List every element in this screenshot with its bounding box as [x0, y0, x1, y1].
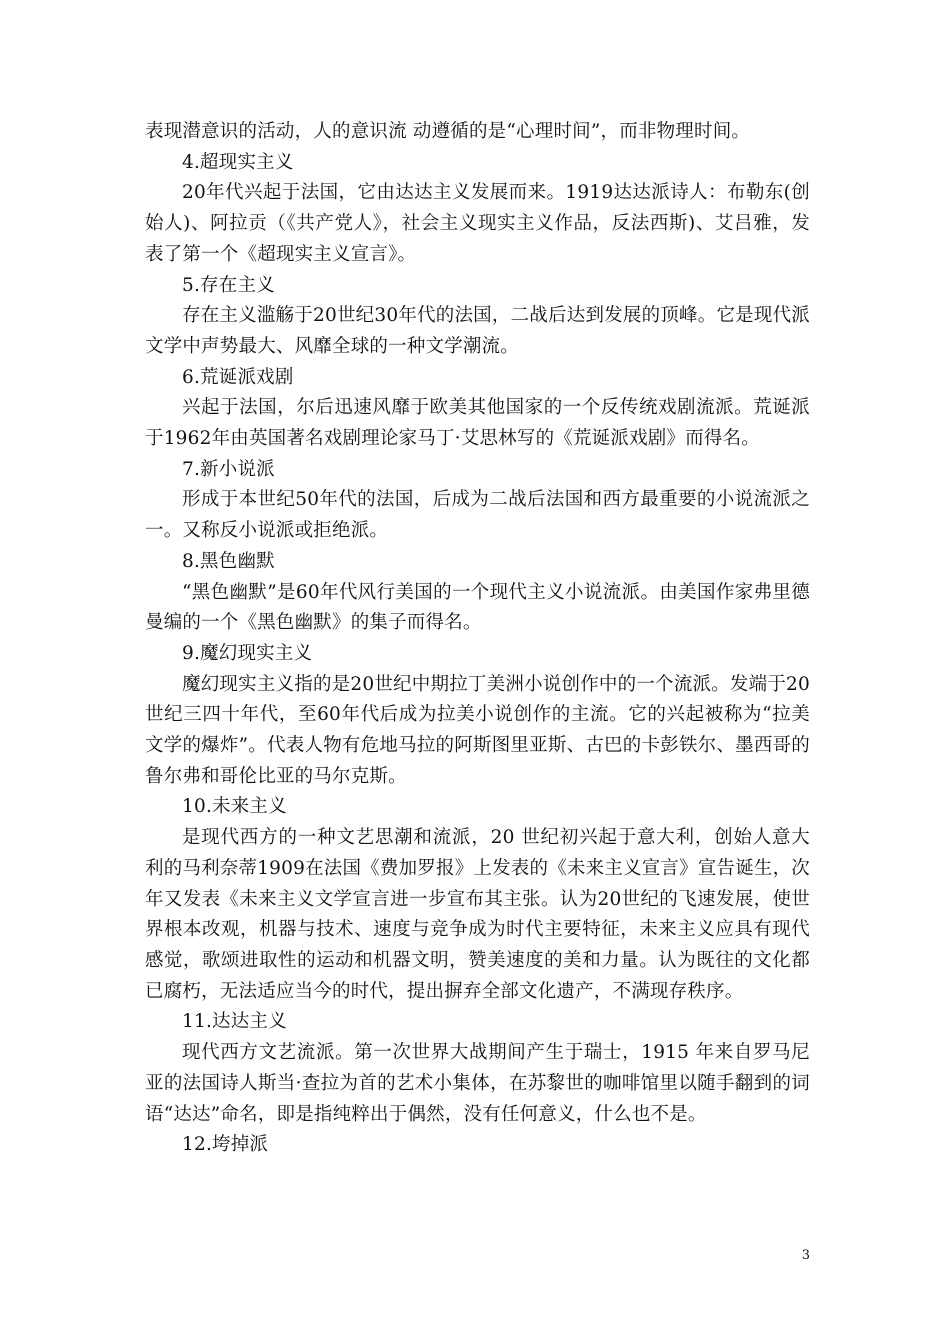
section-heading-magical-realism: 9.魔幻现实主义 — [182, 642, 313, 664]
paragraph-dadaism: 现代西方文艺流派。第一次世界大战期间产生于瑞士，1915 年来自罗马尼亚的法国诗人斯当·查拉为首的艺术小集体，在苏黎世的咖啡馆里以随手翻到的词语“达达”命名，即是指纯粹出于偶然，没有任何意义，什么也不是。 — [145, 1042, 810, 1125]
paragraph-absurd-theatre: 兴起于法国，尔后迅速风靡于欧美其他国家的一个反传统戏剧流派。荒诞派于1962年由英国著名戏剧理论家马丁·艾思林写的《荒诞派戏剧》而得名。 — [145, 397, 810, 450]
paragraph-surrealism: 20年代兴起于法国，它由达达主义发展而来。1919达达派诗人：布勒东(创始人)、阿拉贡（《共产党人》，社会主义现实主义作品，反法西斯)、艾吕雅，发表了第一个《超现实主义宣言》。 — [145, 182, 810, 265]
section-heading-surrealism: 4.超现实主义 — [182, 151, 294, 173]
paragraph-futurism: 是现代西方的一种文艺思潮和流派，20 世纪初兴起于意大利，创始人意大利的马利奈蒂1909在法国《费加罗报》上发表的《未来主义宣言》宣告诞生，次年又发表《未来主义文学宣言进一步宣布其主张。认为20世纪的飞速发展，使世界根本改观，机器与技术、速度与竞争成为时代主要特征，未来主义应具有现代感觉，歌颂进取性的运动和机器文明，赞美速度的美和力量。认为既往的文化都已腐朽，无法适应当今的时代，提出摒弃全部文化遗产，不满现存秩序。 — [145, 827, 810, 1002]
document-body — [145, 117, 810, 1161]
paragraph-existentialism: 存在主义滥觞于20世纪30年代的法国，二战后达到发展的顶峰。它是现代派文学中声势最大、风靡全球的一种文学潮流。 — [145, 305, 810, 357]
section-heading-futurism: 10.未来主义 — [182, 796, 287, 818]
paragraph-continuation: 表现潜意识的活动，人的意识流 动遵循的是“心理时间”，而非物理时间。 — [145, 121, 751, 142]
paragraph-black-humor: “黑色幽默”是60年代风行美国的一个现代主义小说流派。由美国作家弗里德曼编的一个《黑色幽默》的集子而得名。 — [145, 581, 810, 634]
paragraph-nouveau-roman: 形成于本世纪50年代的法国，后成为二战后法国和西方最重要的小说流派之一。又称反小说派或拒绝派。 — [145, 489, 810, 542]
paragraph-magical-realism: 魔幻现实主义指的是20世纪中期拉丁美洲小说创作中的一个流派。发端于20世纪三四十年代，至60年代后成为拉美小说创作的主流。它的兴起被称为“拉美文学的爆炸”。代表人物有危地马拉的阿斯图里亚斯、古巴的卡彭铁尔、墨西哥的鲁尔弗和哥伦比亚的马尔克斯。 — [145, 673, 810, 787]
section-heading-black-humor: 8.黑色幽默 — [182, 550, 275, 572]
section-heading-nouveau-roman: 7.新小说派 — [182, 458, 275, 480]
section-heading-beat-generation: 12.垮掉派 — [182, 1134, 269, 1156]
section-heading-dadaism: 11.达达主义 — [182, 1011, 287, 1033]
section-heading-absurd-theatre: 6.荒诞派戏剧 — [182, 366, 294, 388]
page-number: 3 — [801, 1248, 810, 1263]
section-heading-existentialism: 5.存在主义 — [182, 274, 275, 296]
